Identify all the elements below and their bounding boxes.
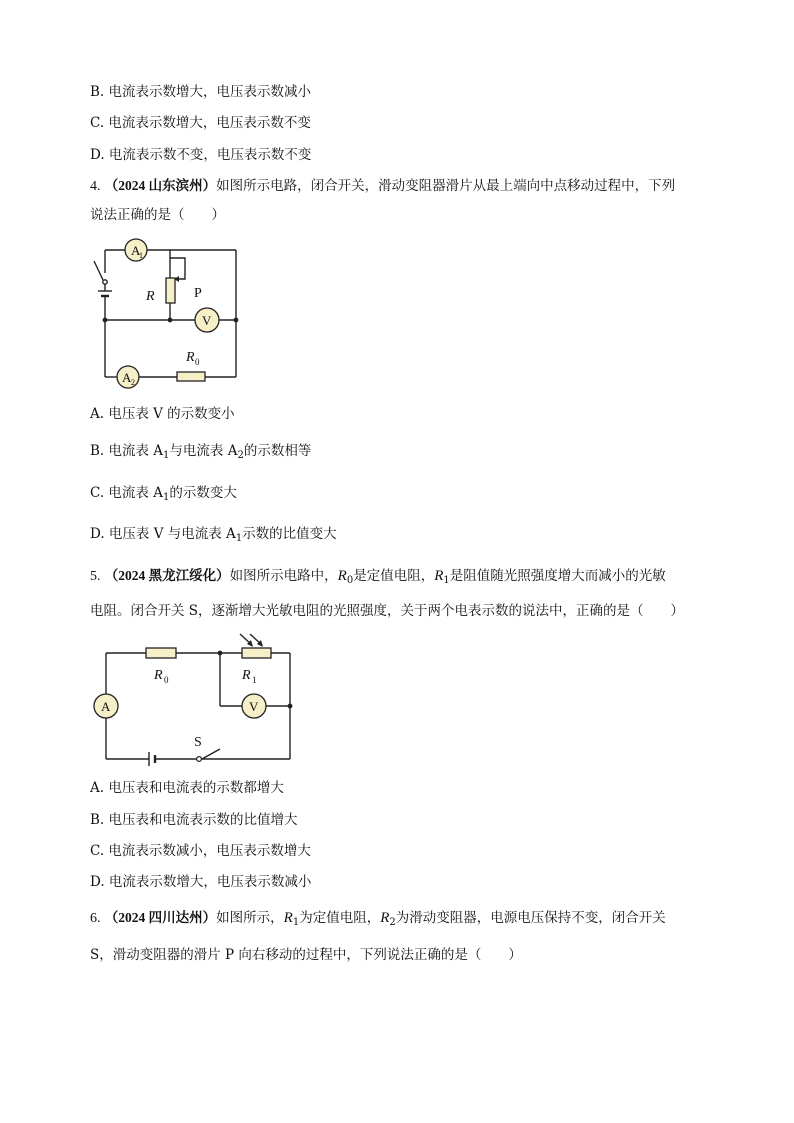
q4-rheostat: [166, 278, 175, 303]
q5-option-d: D. 电流表示数增大，电压表示数减小: [90, 874, 312, 890]
q4-option-b: B. 电流表 $A_1$与电流表 $A_2$的示数相等: [90, 443, 312, 461]
q4-ammeter-a1: [125, 239, 147, 261]
q5-source: （2024 黑龙江绥化）: [104, 568, 230, 583]
q4-label-p: P: [194, 286, 202, 301]
q4-voltmeter: [195, 308, 219, 332]
q4-stem-text: 如图所示电路，闭合开关，滑动变阻器滑片从最上端向中点移动过程中，下列: [216, 178, 676, 194]
q4-stem-line1: [90, 176, 675, 197]
svg-text:R: R: [154, 668, 163, 683]
q5-option-a: A. 电压表和电流表的示数都增大: [90, 780, 284, 796]
svg-text:0: 0: [164, 675, 169, 685]
q5-stem-line1: 5. （2024 黑龙江绥化）如图所示电路中，$R_0$是定值电阻，$R_1$是阻值随光照强度增大而减小的光敏: [90, 568, 666, 586]
svg-text:A: A: [101, 699, 111, 714]
q5-label-r0: [153, 668, 169, 685]
q6-source: （2024 四川达州）: [104, 910, 217, 925]
q4-resistor-r0: [177, 372, 205, 381]
q5-ammeter: [94, 694, 118, 718]
q5-circuit-diagram: [90, 628, 300, 766]
q5-option-b: B. 电压表和电流表示数的比值增大: [90, 812, 298, 828]
q5-number: 5.: [90, 569, 101, 584]
q4-ammeter-a2: [117, 366, 139, 388]
svg-text:0: 0: [195, 357, 200, 367]
q4-source: （2024 山东滨州）: [104, 178, 217, 193]
svg-text:A: A: [122, 370, 132, 385]
q6-number: 6.: [90, 911, 101, 926]
svg-text:2: 2: [131, 378, 135, 387]
q4-option-d: D. 电压表 V 与电流表 $A_1$示数的比值变大: [90, 526, 337, 544]
q5-option-c: C. 电流表示数减小，电压表示数增大: [90, 843, 311, 859]
q3-option-c: C. 电流表示数增大，电压表示数不变: [90, 115, 311, 131]
q5-label-s: S: [194, 735, 202, 750]
q4-number: 4.: [90, 179, 101, 194]
svg-text:V: V: [202, 313, 212, 328]
q4-option-a: A. 电压表 V 的示数变小: [90, 406, 235, 422]
svg-text:1: 1: [252, 675, 257, 685]
q6-stem-line1: 6. （2024 四川达州）如图所示，$R_1$为定值电阻，$R_2$为滑动变阻器，电源电压保持不变，闭合开关: [90, 910, 666, 928]
q3-option-d: D. 电流表示数不变，电压表示数不变: [90, 147, 312, 163]
q3-option-b: B. 电流表示数增大，电压表示数减小: [90, 84, 312, 100]
svg-text:V: V: [249, 699, 259, 714]
q5-voltmeter: [242, 694, 266, 718]
q4-option-c: C. 电流表 $A_1$的示数变大: [90, 485, 237, 503]
q5-label-r1: [241, 668, 257, 685]
q5-photoresistor-r1: [242, 648, 271, 658]
svg-text:1: 1: [139, 251, 143, 260]
q4-stem-line2: 说法正确的是（ ）: [90, 207, 225, 223]
q5-stem-line2: 电阻。闭合开关 S，逐渐增大光敏电阻的光照强度，关于两个电表示数的说法中，正确的是（ ）: [90, 603, 685, 619]
q6-stem-line2: S，滑动变阻器的滑片 P 向右移动的过程中，下列说法正确的是（ ）: [90, 947, 522, 963]
q4-label-r0: [185, 350, 200, 367]
q4-label-r: R: [146, 289, 155, 304]
svg-text:R: R: [242, 668, 251, 683]
svg-text:A: A: [131, 243, 141, 258]
svg-text:R: R: [186, 350, 195, 365]
q5-resistor-r0: [146, 648, 176, 658]
q4-circuit-diagram: [90, 235, 250, 390]
